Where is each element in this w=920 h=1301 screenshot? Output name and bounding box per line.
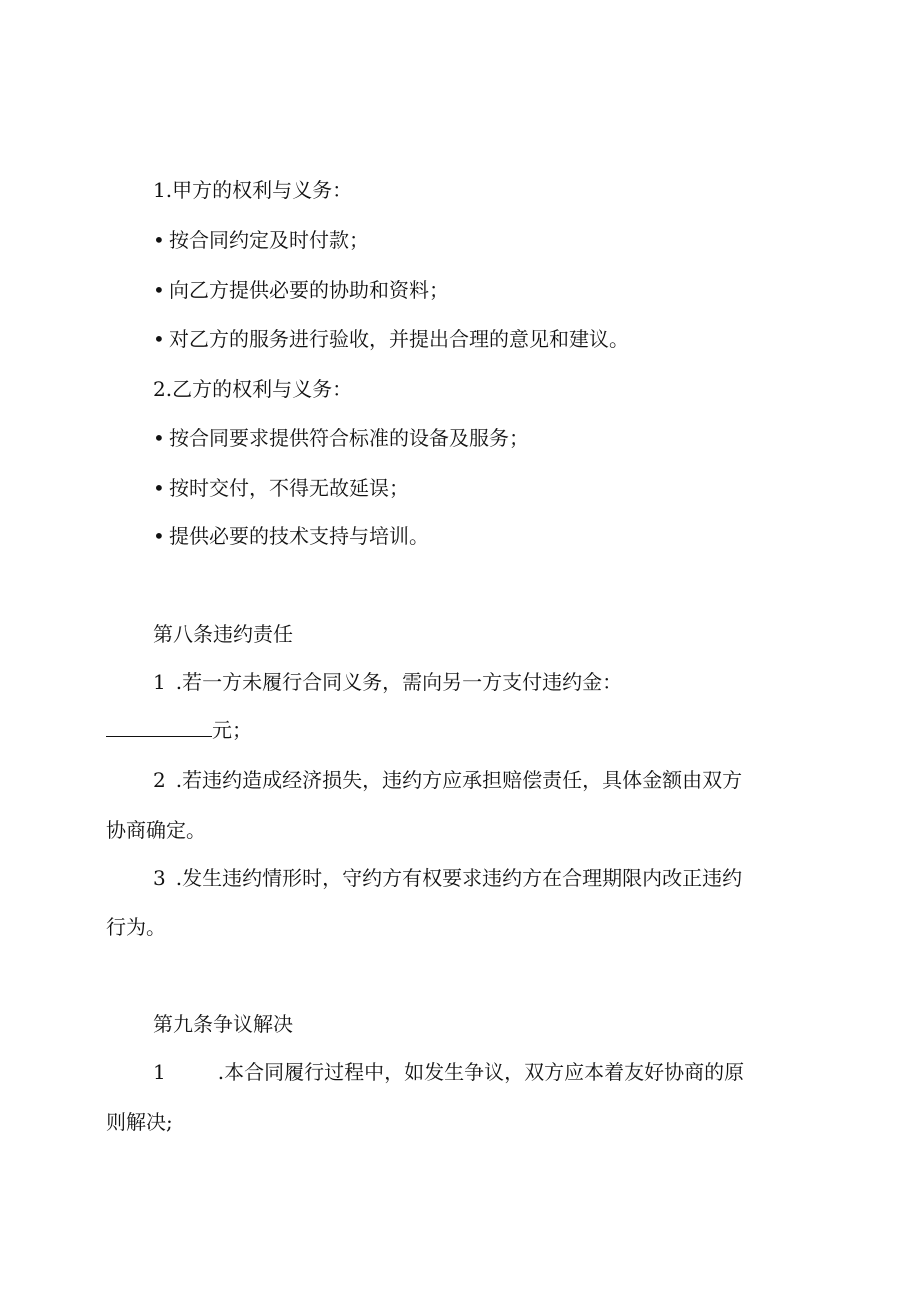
bullet-icon: • xyxy=(153,426,165,450)
clause-text: .若一方未履行合同义务，需向另一方支付违约金： xyxy=(175,670,623,694)
party-a-item-text: 对乙方的服务进行验收，并提出合理的意见和建议。 xyxy=(169,327,629,351)
clause-number: 2 xyxy=(153,768,166,792)
clause-number: 1 xyxy=(153,670,166,694)
penalty-amount-blank xyxy=(106,716,212,737)
party-b-item-text: 按时交付，不得无故延误； xyxy=(169,476,409,500)
clause-text: .若违约造成经济损失，违约方应承担赔偿责任，具体金额由双方 xyxy=(175,768,743,792)
clause-8-3-continued: 行为。 xyxy=(106,915,166,939)
party-a-item xyxy=(153,325,629,353)
clause-text: .发生违约情形时，守约方有权要求违约方在合理期限内改正违约 xyxy=(175,866,743,890)
party-a-item-text: 向乙方提供必要的协助和资料； xyxy=(169,278,449,302)
bullet-icon: • xyxy=(153,327,165,351)
bullet-icon: • xyxy=(153,228,165,252)
party-a-item-text: 按合同约定及时付款； xyxy=(169,228,369,252)
party-a-heading: 1.甲方的权利与义务： xyxy=(153,178,353,202)
clause-9-1-continued: 则解决; xyxy=(106,1110,173,1134)
section-8-title: 第八条违约责任 xyxy=(153,622,293,646)
clause-8-3 xyxy=(153,864,742,892)
penalty-amount-line xyxy=(106,716,252,744)
bullet-icon: • xyxy=(153,524,165,548)
party-b-item-text: 按合同要求提供符合标准的设备及服务； xyxy=(169,426,529,450)
party-b-heading: 2.乙方的权利与义务： xyxy=(153,377,353,401)
clause-number: 1 xyxy=(153,1060,166,1084)
clause-text: .本合同履行过程中，如发生争议，双方应本着友好协商的原 xyxy=(217,1060,745,1084)
clause-8-2-continued: 协商确定。 xyxy=(106,818,206,842)
party-b-item xyxy=(153,424,529,452)
penalty-unit: 元； xyxy=(212,718,252,742)
section-9-title: 第九条争议解决 xyxy=(153,1012,293,1036)
party-a-item xyxy=(153,226,369,254)
party-b-item xyxy=(153,522,429,550)
bullet-icon: • xyxy=(153,476,165,500)
clause-8-2 xyxy=(153,766,742,794)
clause-8-1 xyxy=(153,668,622,696)
party-b-item-text: 提供必要的技术支持与培训。 xyxy=(169,524,429,548)
party-b-item xyxy=(153,474,409,502)
bullet-icon: • xyxy=(153,278,165,302)
clause-number: 3 xyxy=(153,866,166,890)
clause-9-1 xyxy=(153,1058,744,1086)
party-a-item xyxy=(153,276,449,304)
